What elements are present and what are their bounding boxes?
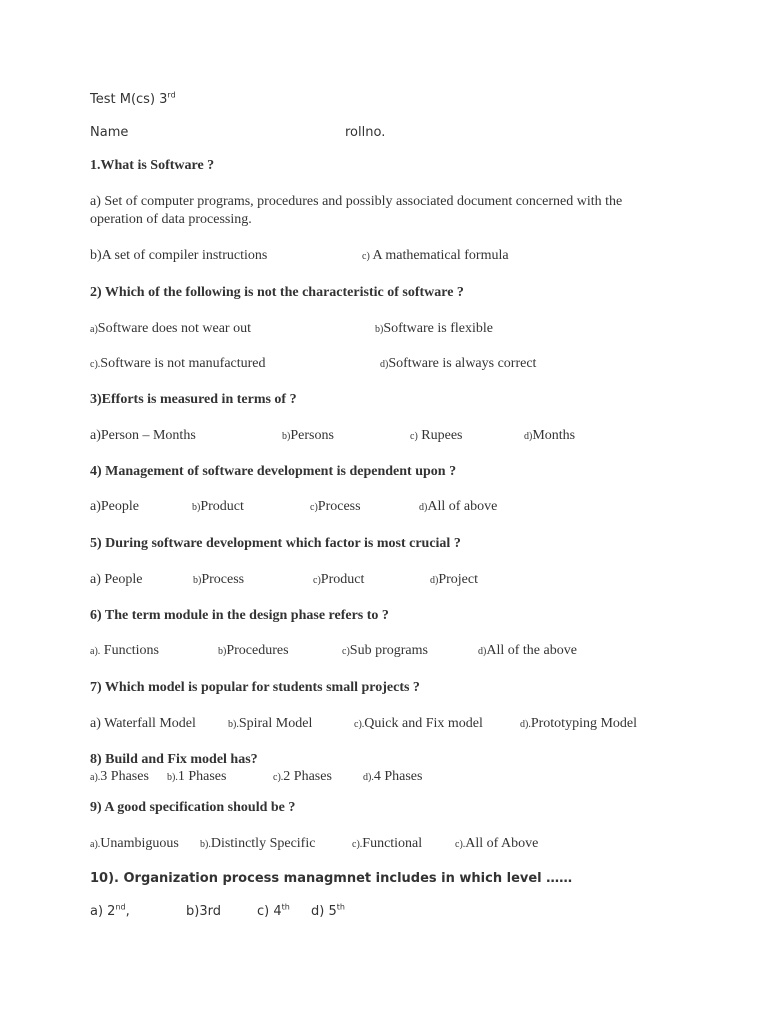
- option-sup: th: [281, 902, 290, 912]
- question-1: 1.What is Software ?: [90, 158, 215, 173]
- q10-option-a: [90, 903, 130, 921]
- q10-option-c: [257, 903, 290, 921]
- option-letter: b): [282, 431, 291, 442]
- option-letter: d): [478, 646, 487, 657]
- q1-option-c: [362, 247, 509, 266]
- q4-option-c: [310, 498, 361, 517]
- option-text: c) 4: [257, 904, 282, 919]
- option-text: Months: [532, 428, 576, 443]
- option-after: ,: [125, 904, 130, 919]
- q9-option-a: [90, 835, 179, 854]
- option-letter: b).: [167, 772, 178, 783]
- q8-option-c: [273, 768, 332, 787]
- option-letter: d).: [520, 719, 531, 730]
- q9-option-c: [352, 835, 422, 854]
- q8-option-a: [90, 768, 149, 787]
- option-letter: c): [362, 251, 370, 262]
- option-text: Sub programs: [349, 643, 428, 658]
- q5-option-a: [90, 571, 142, 589]
- option-letter: a): [90, 324, 98, 335]
- option-text: Unambiguous: [100, 836, 179, 851]
- option-text: a)People: [90, 499, 139, 514]
- option-text: Prototyping Model: [530, 716, 638, 731]
- option-letter: c).: [354, 719, 365, 730]
- option-letter: a).: [90, 646, 101, 657]
- option-letter: b): [218, 646, 227, 657]
- option-letter: c): [310, 502, 318, 513]
- question-7: 7) Which model is popular for students small projects ?: [90, 680, 420, 695]
- option-text: Functional: [362, 836, 423, 851]
- q1-option-a: a) Set of computer programs, procedures and possibly associated document concerned with the operation of data processing.: [90, 194, 623, 227]
- q7-option-a: [90, 715, 196, 733]
- option-text: Quick and Fix model: [364, 716, 483, 731]
- option-letter: c).: [90, 359, 101, 370]
- option-text: Persons: [290, 428, 334, 443]
- option-letter: c).: [352, 839, 363, 850]
- q1-option-b: b)A set of compiler instructions: [90, 248, 268, 263]
- q8-option-d: [363, 768, 422, 787]
- q6-option-b: [218, 642, 289, 661]
- q4-option-a: [90, 498, 139, 516]
- q3-option-b: [282, 427, 334, 446]
- option-text: Software does not wear out: [97, 321, 251, 336]
- test-title-sup: rd: [167, 90, 176, 100]
- q2-option-d: [380, 355, 536, 374]
- q2-option-a: [90, 320, 251, 339]
- option-text: a) 2: [90, 904, 116, 919]
- option-text: Rupees: [417, 428, 463, 443]
- q4-option-b: [192, 498, 244, 517]
- option-text: All of Above: [465, 836, 539, 851]
- rollno-label: rollno.: [345, 125, 386, 140]
- option-text: 1 Phases: [177, 769, 227, 784]
- option-text: d) 5: [311, 904, 337, 919]
- option-letter: c): [313, 575, 321, 586]
- q2-option-c: [90, 355, 266, 374]
- q3-option-a: [90, 427, 196, 445]
- option-letter: b): [192, 502, 201, 513]
- q7-option-c: [354, 715, 483, 734]
- q6-option-c: [342, 642, 428, 661]
- test-title: [90, 91, 176, 109]
- name-label: Name: [90, 125, 129, 140]
- option-text: Software is always correct: [388, 356, 537, 371]
- option-letter: a).: [90, 839, 101, 850]
- option-text: Process: [317, 499, 361, 514]
- option-letter: c).: [455, 839, 466, 850]
- option-sup: nd: [115, 902, 126, 912]
- option-text: Product: [320, 572, 365, 587]
- option-text: b)3rd: [186, 904, 221, 919]
- option-letter: d): [524, 431, 533, 442]
- option-letter: b).: [200, 839, 211, 850]
- option-text: Software is not manufactured: [100, 356, 266, 371]
- option-text: A mathematical formula: [369, 248, 509, 263]
- option-text: Software is flexible: [383, 321, 493, 336]
- option-text: a) Waterfall Model: [90, 716, 196, 731]
- q3-option-d: [524, 427, 575, 446]
- q7-option-b: [228, 715, 312, 734]
- q2-option-b: [375, 320, 493, 339]
- option-letter: c): [342, 646, 350, 657]
- question-3: 3)Efforts is measured in terms of ?: [90, 392, 297, 407]
- option-text: Process: [201, 572, 245, 587]
- option-letter: d): [419, 502, 428, 513]
- question-5: 5) During software development which factor is most crucial ?: [90, 536, 461, 551]
- q6-option-a: [90, 642, 159, 661]
- option-letter: b): [193, 575, 202, 586]
- option-letter: c): [410, 431, 418, 442]
- option-text: 4 Phases: [373, 769, 423, 784]
- q4-option-d: [419, 498, 497, 517]
- option-text: Project: [438, 572, 478, 587]
- q9-option-b: [200, 835, 315, 854]
- q6-option-d: [478, 642, 577, 661]
- option-letter: c).: [273, 772, 284, 783]
- test-title-text: Test M(cs) 3: [90, 92, 168, 107]
- q8-option-b: [167, 768, 226, 787]
- q10-option-d: [311, 903, 345, 921]
- question-8: 8) Build and Fix model has?: [90, 752, 258, 767]
- q10-option-b: [186, 903, 221, 921]
- option-text: Product: [200, 499, 244, 514]
- q7-option-d: [520, 715, 637, 734]
- option-text: 3 Phases: [100, 769, 149, 784]
- q3-option-c: [410, 427, 463, 446]
- option-text: All of the above: [486, 643, 577, 658]
- option-text: All of above: [427, 499, 498, 514]
- option-text: 2 Phases: [283, 769, 332, 784]
- question-10: 10). Organization process managmnet includes in which level ……: [90, 871, 573, 886]
- option-letter: b).: [228, 719, 239, 730]
- option-text: a) People: [90, 572, 143, 587]
- option-text: a)Person – Months: [90, 428, 196, 443]
- option-text: Functions: [100, 643, 160, 658]
- q5-option-c: [313, 571, 364, 590]
- q9-option-d: [455, 835, 538, 854]
- question-2: 2) Which of the following is not the characteristic of software ?: [90, 285, 464, 300]
- q5-option-b: [193, 571, 244, 590]
- option-letter: d): [380, 359, 389, 370]
- question-4: 4) Management of software development is dependent upon ?: [90, 464, 457, 479]
- q5-option-d: [430, 571, 478, 590]
- option-letter: b): [375, 324, 384, 335]
- option-letter: a).: [90, 772, 101, 783]
- question-6: 6) The term module in the design phase refers to ?: [90, 608, 389, 623]
- option-sup: th: [336, 902, 345, 912]
- option-letter: d).: [363, 772, 374, 783]
- option-text: Spiral Model: [238, 716, 313, 731]
- question-9: 9) A good specification should be ?: [90, 800, 296, 815]
- option-text: Distinctly Specific: [210, 836, 316, 851]
- option-letter: d): [430, 575, 439, 586]
- option-text: Procedures: [226, 643, 289, 658]
